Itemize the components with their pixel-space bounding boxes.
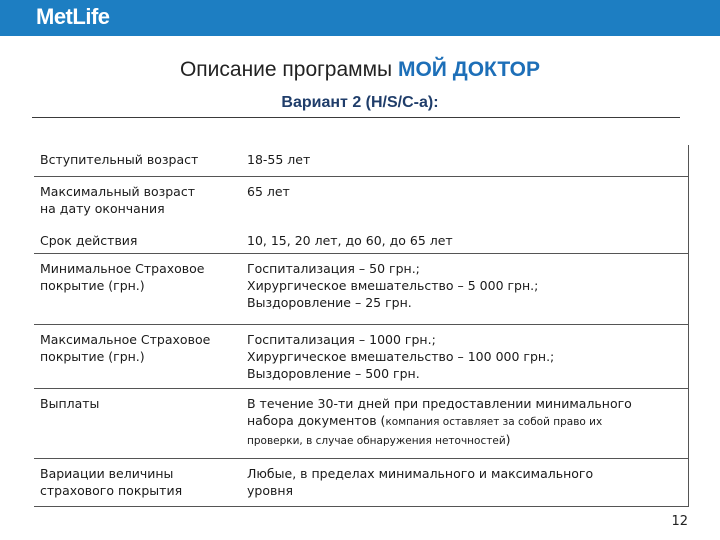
table-row [34, 176, 688, 253]
value-line: Госпитализация – 1000 грн.; [247, 331, 436, 347]
value-line: В течение 30-ти дней при предоставлении минимального [247, 395, 632, 411]
label-line: Вариации величины [40, 465, 174, 481]
label-line: Минимальное Страховое [40, 260, 205, 276]
title-accent: МОЙ ДОКТОР [397, 58, 541, 81]
row-value [241, 253, 688, 324]
table-row [34, 145, 688, 176]
table-row [34, 458, 688, 506]
label-line: страхового покрытия [40, 482, 183, 498]
row-value [241, 388, 688, 458]
value-line: Хирургическое вмешательство – 100 000 грн.; [247, 348, 555, 364]
row-label: Выплаты [34, 388, 241, 458]
row-label [34, 253, 241, 324]
label-line: Максимальный возраст [40, 183, 195, 199]
header-divider [32, 117, 680, 118]
value-line: 10, 15, 20 лет, до 60, до 65 лет [247, 232, 453, 248]
row-value [241, 176, 688, 253]
row-value: 18-55 лет [241, 145, 688, 176]
page-subtitle: Вариант 2 (H/S/C-a): [281, 94, 439, 111]
value-note: проверки, в случае обнаружения неточностей [247, 434, 506, 447]
value-line: Хирургическое вмешательство – 5 000 грн.; [247, 277, 539, 293]
label-line: на дату окончания [40, 200, 165, 216]
row-label [34, 176, 241, 253]
row-value [241, 324, 688, 388]
page-title [0, 58, 720, 82]
label-line: Максимальное Страховое [40, 331, 211, 347]
table-row [34, 324, 688, 388]
value-line: Выздоровление – 500 грн. [247, 365, 420, 381]
row-value [241, 458, 688, 506]
brand-header-bar [0, 0, 720, 36]
label-line: Срок действия [40, 232, 138, 248]
value-line: ) [505, 431, 511, 447]
value-line: Госпитализация – 50 грн.; [247, 260, 420, 276]
value-line: уровня [247, 482, 294, 498]
value-line: Любые, в пределах минимального и максимального [247, 465, 594, 481]
metlife-logo: MetLife [36, 4, 110, 29]
row-label [34, 324, 241, 388]
label-line: покрытие (грн.) [40, 348, 145, 364]
value-note: компания оставляет за собой право их [385, 415, 603, 428]
row-label [34, 458, 241, 506]
page-number: 12 [671, 514, 688, 529]
row-label: Вступительный возраст [34, 145, 241, 176]
program-details-table [34, 145, 689, 507]
table-row [34, 388, 688, 458]
table-row [34, 253, 688, 324]
value-line: Выздоровление – 25 грн. [247, 294, 412, 310]
value-line: 65 лет [247, 183, 290, 199]
title-prefix: Описание программы [179, 58, 393, 81]
value-line: набора документов ( [247, 412, 386, 428]
label-line: покрытие (грн.) [40, 277, 145, 293]
